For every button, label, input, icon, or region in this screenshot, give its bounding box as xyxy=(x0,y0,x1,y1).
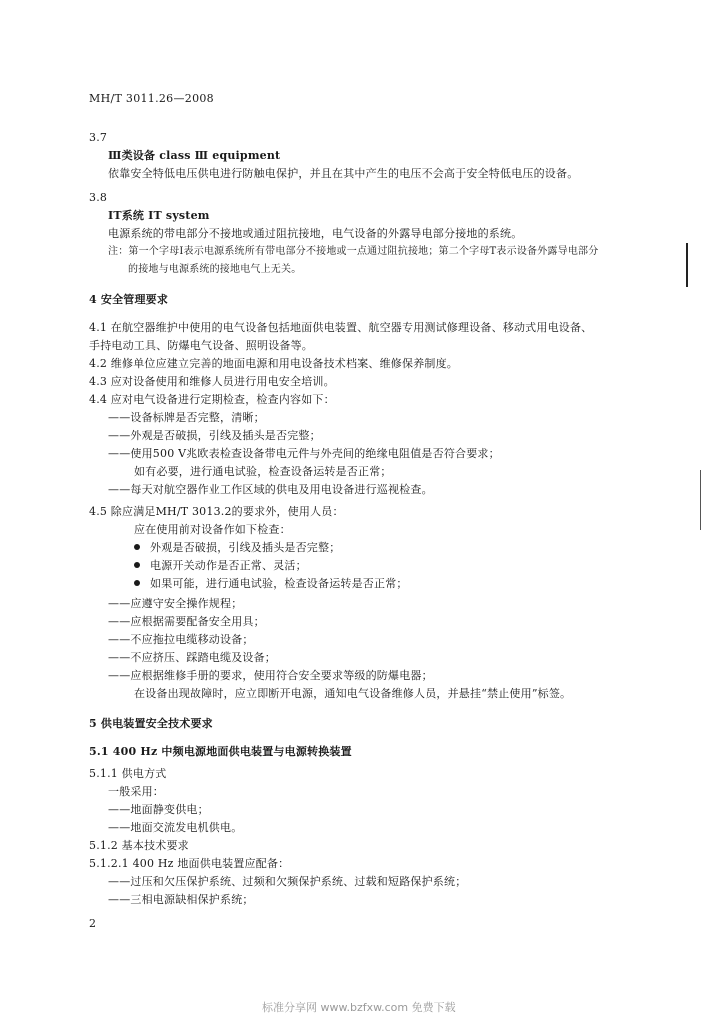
clause-4-4-item1: ——设备标牌是否完整，清晰； xyxy=(108,411,265,424)
clause-4-5-dash4: ——不应挤压、踩踏电缆及设备； xyxy=(108,651,276,664)
clause-4-5: 4.5 除应满足MH/T 3013.2的要求外，使用人员： xyxy=(89,505,344,518)
page-number: 2 xyxy=(89,917,97,930)
clause-5-1-2: 5.1.2 基本技术要求 xyxy=(89,839,189,852)
clause-4-5-dash3: ——不应拖拉电缆移动设备； xyxy=(108,633,254,646)
clause-4-3: 4.3 应对设备使用和维修人员进行用电安全培训。 xyxy=(89,375,335,388)
clause-4-5-dash1: ——应遵守安全操作规程； xyxy=(108,597,243,610)
clause-4-5-dash5: ——应根据维修手册的要求，使用符合安全要求等级的防爆电器； xyxy=(108,669,433,682)
clause-4-1-line2: 手持电动工具、防爆电气设备、照明设备等。 xyxy=(89,339,313,352)
clause-4-1-line1: 4.1 在航空器维护中使用的电气设备包括地面供电装置、航空器专用测试修理设备、移动式用电设备、 xyxy=(89,321,593,334)
clause-4-4: 4.4 应对电气设备进行定期检查，检查内容如下： xyxy=(89,393,335,406)
clause-4-5-bullet1-text: 外观是否破损，引线及插头是否完整； xyxy=(150,541,341,554)
clause-3-7-number: 3.7 xyxy=(89,131,108,144)
scan-edge-mark xyxy=(686,243,688,287)
clause-4-5-bullet2 xyxy=(134,559,307,573)
clause-3-8-note-line2: 的接地与电源系统的接地电气上无关。 xyxy=(128,264,302,275)
footer-watermark: 标准分享网 www.bzfxw.com 免费下载 xyxy=(262,1001,456,1014)
clause-5-1-2-1-item1: ——过压和欠压保护系统、过频和欠频保护系统、过载和短路保护系统； xyxy=(108,875,467,888)
clause-5-1-2-1: 5.1.2.1 400 Hz 地面供电装置应配备： xyxy=(89,857,290,870)
clause-4-5-dash2: ——应根据需要配备安全用具； xyxy=(108,615,265,628)
clause-4-5-bullet1 xyxy=(134,541,340,555)
clause-4-5-dash5-cont: 在设备出现故障时，应立即断开电源，通知电气设备维修人员，并悬挂“禁止使用”标签。 xyxy=(134,687,572,700)
clause-5-1-1-item1: ——地面静变供电； xyxy=(108,803,209,816)
clause-4-4-item3: ——使用500 V兆欧表检查设备带电元件与外壳间的绝缘电阻值是否符合要求； xyxy=(108,447,500,460)
clause-4-5-bullet3-text: 如果可能，进行通电试验，检查设备运转是否正常； xyxy=(150,577,408,590)
bullet-icon xyxy=(134,580,140,586)
clause-5-1-1-item2: ——地面交流发电机供电。 xyxy=(108,821,243,834)
clause-4-5-sub: 应在使用前对设备作如下检查： xyxy=(134,523,291,536)
clause-4-4-item2: ——外观是否破损，引线及插头是否完整； xyxy=(108,429,321,442)
clause-3-8-note-line1: 注：第一个字母Ⅰ表示电源系统所有带电部分不接地或一点通过阻抗接地；第二个字母T表示设备外露导电部分 xyxy=(108,246,599,257)
bullet-icon xyxy=(134,562,140,568)
scan-edge-mark xyxy=(700,470,701,530)
clause-3-8-number: 3.8 xyxy=(89,191,108,204)
clause-3-8-definition: 电源系统的带电部分不接地或通过阻抗接地，电气设备的外露导电部分接地的系统。 xyxy=(108,227,523,240)
clause-5-1-1: 5.1.1 供电方式 xyxy=(89,767,167,780)
section-5-title: 5 供电装置安全技术要求 xyxy=(89,717,213,730)
clause-4-4-item3-cont: 如有必要，进行通电试验，检查设备运转是否正常； xyxy=(134,465,392,478)
clause-5-1: 5.1 400 Hz 中频电源地面供电装置与电源转换装置 xyxy=(89,745,352,758)
clause-4-4-item4: ——每天对航空器作业工作区域的供电及用电设备进行巡视检查。 xyxy=(108,483,433,496)
standard-code-header: MH/T 3011.26—2008 xyxy=(89,92,214,105)
clause-4-5-bullet3 xyxy=(134,577,408,591)
section-4-title: 4 安全管理要求 xyxy=(89,293,169,306)
clause-4-5-bullet2-text: 电源开关动作是否正常、灵活； xyxy=(150,559,307,572)
clause-5-1-1-intro: 一般采用： xyxy=(108,785,164,798)
clause-4-2: 4.2 维修单位应建立完善的地面电源和用电设备技术档案、维修保养制度。 xyxy=(89,357,458,370)
clause-3-7-term: Ⅲ类设备 class Ⅲ equipment xyxy=(108,149,281,162)
clause-3-8-term: IT系统 IT system xyxy=(108,209,210,222)
clause-3-7-definition: 依靠安全特低电压供电进行防触电保护，并且在其中产生的电压不会高于安全特低电压的设备。 xyxy=(108,167,579,180)
clause-5-1-2-1-item2: ——三相电源缺相保护系统； xyxy=(108,893,254,906)
bullet-icon xyxy=(134,544,140,550)
